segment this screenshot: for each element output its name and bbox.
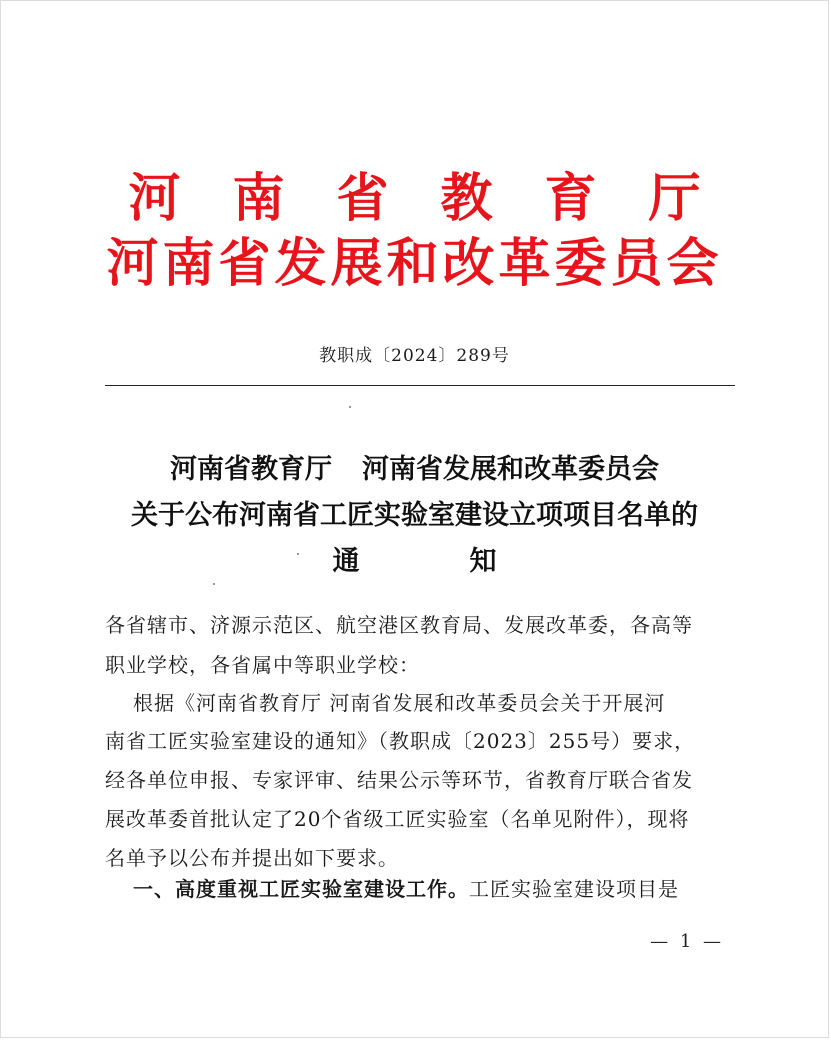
document-title-line-3 [1,539,828,578]
title-char-zhi: 知 [469,546,497,577]
section-heading-bold: 一、高度重视工匠实验室建设工作。 [133,877,469,901]
paragraph-line-1: 根据《河南省教育厅 河南省发展和改革委员会关于开展河 [133,691,666,715]
scan-speck [297,553,299,555]
document-title-line-2: 关于公布河南省工匠实验室建设立项项目名单的 [131,500,698,531]
addressee-line-1: 各省辖市、济源示范区、航空港区教育局、发展改革委，各高等 [105,613,693,637]
section-heading-line [133,873,753,902]
document-number: 教职成〔2024〕289号 [319,346,510,366]
paragraph-line-2: 南省工匠实验室建设的通知》（教职成〔2023〕255号）要求， [105,729,696,753]
paragraph-line-5: 名单予以公布并提出如下要求。 [105,846,399,870]
section-heading-rest: 工匠实验室建设项目是 [469,877,679,901]
title-org-1: 河南省教育厅 [170,454,332,485]
paragraph-line-4: 展改革委首批认定了20个省级工匠实验室（名单见附件），现将 [105,807,690,831]
issuing-org-education-dept: 河南省教育厅 [128,168,753,229]
document-title-line-1 [1,447,828,486]
paragraph-line-3: 经各单位申报、专家评审、结果公示等环节，省教育厅联合省发 [105,768,693,792]
scan-speck [349,406,351,408]
addressee-line-2: 职业学校，各省属中等职业学校： [105,653,420,677]
issuing-org-development-commission: 河南省发展和改革委员会 [106,233,723,294]
scan-speck [213,583,215,585]
header-divider [105,385,735,386]
title-char-tong: 通 [332,546,360,577]
title-org-2: 河南省发展和改革委员会 [362,454,659,485]
page-number: — 1 — [650,931,724,952]
